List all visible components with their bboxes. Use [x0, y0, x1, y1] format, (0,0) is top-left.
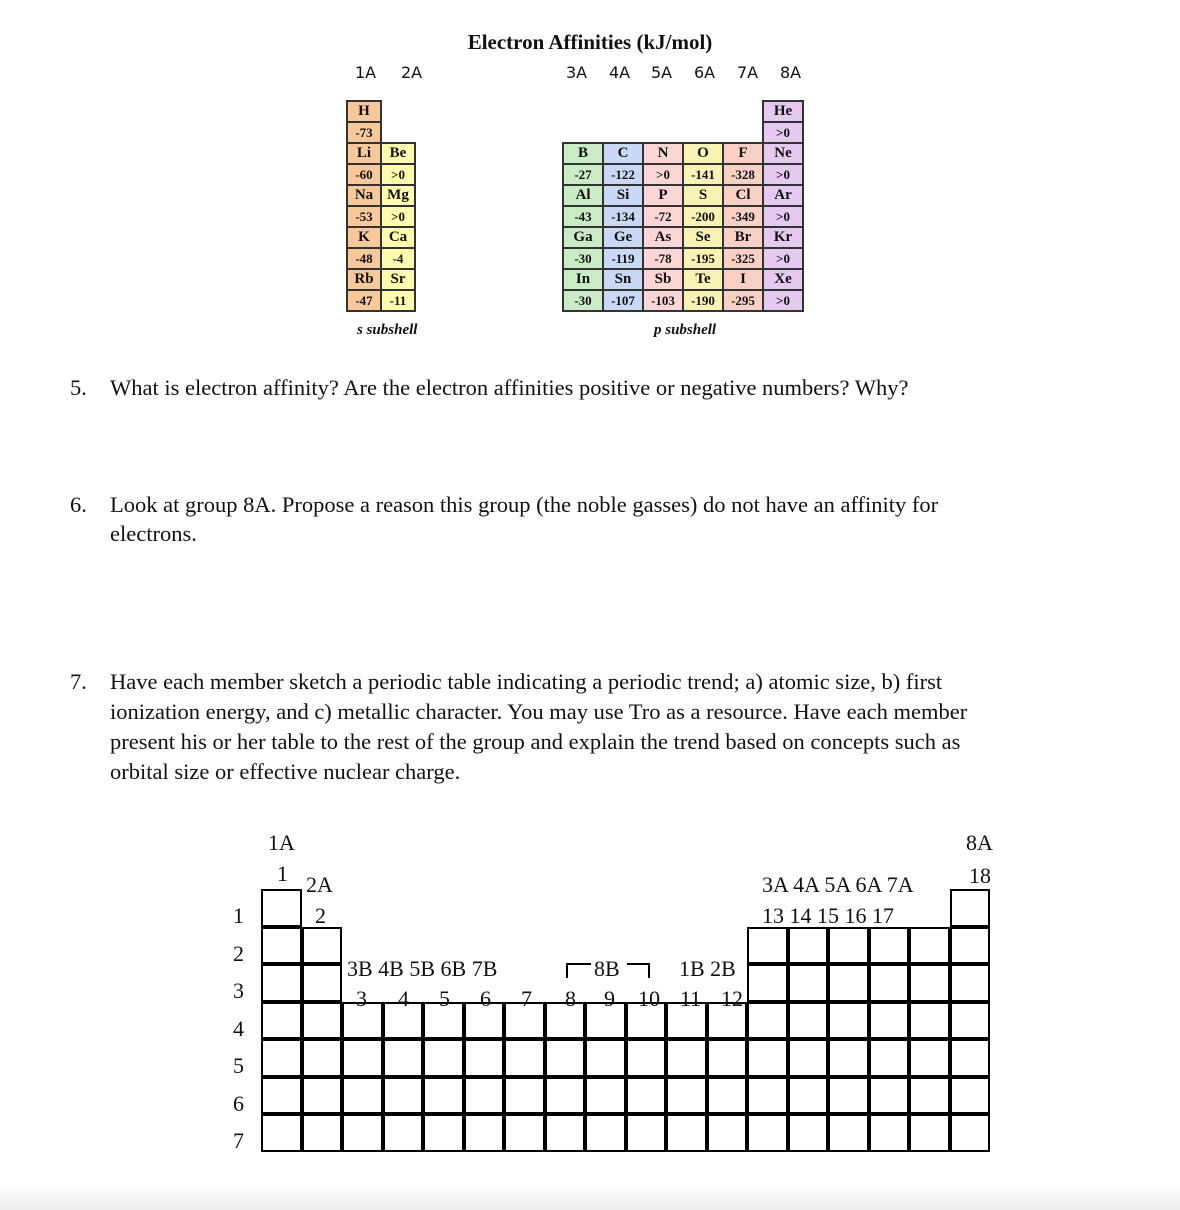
- element-affinity: >0: [763, 206, 803, 227]
- blank-cell: [626, 1039, 667, 1077]
- element-symbol: Al: [563, 185, 603, 206]
- blank-cell: [869, 927, 910, 965]
- blank-cell: [747, 927, 788, 965]
- element-affinity: -53: [347, 206, 381, 227]
- blank-cell: [828, 927, 869, 965]
- transition-group-number: 5: [439, 986, 450, 1011]
- element-affinity: -27: [563, 164, 603, 185]
- blank-cell: [788, 1039, 829, 1077]
- label-trans-groups-B: 3B 4B 5B 6B 7B: [347, 956, 498, 981]
- element-affinity: -190: [683, 290, 723, 311]
- element-symbol: Br: [723, 227, 763, 248]
- label-8A: 8A: [966, 830, 993, 855]
- blank-cell: [302, 1002, 343, 1040]
- element-symbol: S: [683, 185, 723, 206]
- element-symbol: N: [643, 143, 683, 164]
- element-affinity: -119: [603, 248, 643, 269]
- blank-cell: [464, 1114, 505, 1152]
- element-affinity: -295: [723, 290, 763, 311]
- empty-cell: [643, 101, 683, 122]
- question-number: 7.: [70, 669, 87, 694]
- empty-cell: [563, 122, 603, 143]
- blank-cell: [504, 1077, 545, 1115]
- blank-cell: [909, 1114, 950, 1152]
- period-number: 3: [233, 978, 244, 1003]
- question-text: ionization energy, and c) metallic character. You may use Tro as a resource. Have each member: [110, 699, 968, 724]
- label-18: 18: [969, 863, 991, 888]
- element-affinity: -107: [603, 290, 643, 311]
- element-affinity: -195: [683, 248, 723, 269]
- element-symbol: Cl: [723, 185, 763, 206]
- blank-cell: [950, 1039, 991, 1077]
- empty-cell: [563, 101, 603, 122]
- transition-group-number: 9: [604, 986, 615, 1011]
- transition-group-number: 10: [638, 986, 660, 1011]
- blank-cell: [909, 927, 950, 965]
- element-symbol: Ga: [563, 227, 603, 248]
- blank-cell: [869, 1039, 910, 1077]
- blank-cell: [666, 1039, 707, 1077]
- period-number: 4: [233, 1015, 244, 1041]
- blank-cell: [545, 1039, 586, 1077]
- blank-cell: [261, 1077, 302, 1115]
- empty-cell: [723, 122, 763, 143]
- transition-group-number: 4: [398, 986, 409, 1011]
- element-symbol: Te: [683, 269, 723, 290]
- label-1A: 1A: [268, 830, 295, 855]
- empty-cell: [603, 122, 643, 143]
- question-number: 6.: [70, 492, 87, 517]
- bracket-8B: [565, 960, 655, 980]
- empty-cell: [683, 122, 723, 143]
- element-symbol: As: [643, 227, 683, 248]
- blank-cell: [666, 1114, 707, 1152]
- blank-cell: [383, 1039, 424, 1077]
- question-text: present his or her table to the rest of the group and explain the trend based on concepts such as: [110, 729, 961, 754]
- transition-group-number: 8: [565, 986, 576, 1011]
- label-1: 1: [277, 861, 288, 886]
- label-2: 2: [315, 903, 326, 928]
- element-affinity: -72: [643, 206, 683, 227]
- element-affinity: -30: [563, 290, 603, 311]
- transition-group-number: 7: [521, 986, 532, 1011]
- label-8B: 8B: [594, 956, 620, 981]
- blank-cell: [585, 1114, 626, 1152]
- element-affinity: -30: [563, 248, 603, 269]
- label-2A: 2A: [306, 872, 333, 897]
- blank-cell: [909, 1039, 950, 1077]
- element-affinity: >0: [763, 248, 803, 269]
- question-number: 5.: [70, 375, 87, 400]
- blank-cell: [869, 1002, 910, 1040]
- element-symbol: F: [723, 143, 763, 164]
- question-text: What is electron affinity? Are the electron affinities positive or negative numbers? Why?: [110, 375, 909, 400]
- element-affinity: -60: [347, 164, 381, 185]
- blank-cell: [585, 1039, 626, 1077]
- bracket-left: [567, 964, 591, 978]
- blank-cell: [302, 1039, 343, 1077]
- element-symbol: Ge: [603, 227, 643, 248]
- blank-cell: [261, 964, 302, 1002]
- blank-cell: [869, 964, 910, 1002]
- blank-cell: [950, 1114, 991, 1152]
- element-symbol: Ca: [381, 227, 415, 248]
- empty-cell: [723, 101, 763, 122]
- blank-cell: [383, 1114, 424, 1152]
- blank-cell: [707, 1039, 748, 1077]
- s-block-table: [346, 100, 416, 312]
- blank-cell: [950, 1077, 991, 1115]
- blank-cell: [950, 1002, 991, 1040]
- blank-cell: [261, 927, 302, 965]
- blank-cell: [828, 1077, 869, 1115]
- group-label-2A: 2A: [401, 63, 423, 82]
- element-affinity: -78: [643, 248, 683, 269]
- element-affinity: >0: [381, 164, 415, 185]
- element-symbol: O: [683, 143, 723, 164]
- element-symbol: Si: [603, 185, 643, 206]
- element-affinity: >0: [763, 164, 803, 185]
- element-affinity: -349: [723, 206, 763, 227]
- blank-cell: [747, 1039, 788, 1077]
- element-affinity: -141: [683, 164, 723, 185]
- question-text: Have each member sketch a periodic table indicating a periodic trend; a) atomic size, b) first: [110, 669, 943, 694]
- element-affinity: >0: [763, 290, 803, 311]
- element-symbol: Sb: [643, 269, 683, 290]
- blank-cell: [707, 1114, 748, 1152]
- period-number: 1: [233, 903, 244, 928]
- element-symbol: Kr: [763, 227, 803, 248]
- empty-cell: [381, 122, 415, 143]
- element-symbol: C: [603, 143, 643, 164]
- blank-cell: [828, 1039, 869, 1077]
- period-number: 6: [233, 1090, 244, 1116]
- empty-cell: [643, 122, 683, 143]
- element-affinity: >0: [643, 164, 683, 185]
- blank-cell: [545, 1077, 586, 1115]
- blank-cell: [909, 1077, 950, 1115]
- element-affinity: -103: [643, 290, 683, 311]
- element-symbol: Rb: [347, 269, 381, 290]
- element-symbol: Mg: [381, 185, 415, 206]
- blank-cell: [464, 1077, 505, 1115]
- p-subshell-label: p subshell: [654, 322, 717, 338]
- element-symbol: K: [347, 227, 381, 248]
- blank-cell: [950, 964, 991, 1002]
- element-symbol: Sn: [603, 269, 643, 290]
- group-label-3A: 3A: [566, 63, 588, 82]
- period-number: 2: [233, 940, 244, 966]
- blank-cell: [464, 1039, 505, 1077]
- blank-cell: [302, 927, 343, 965]
- element-symbol: Li: [347, 143, 381, 164]
- blank-cell: [585, 1077, 626, 1115]
- element-affinity: -328: [723, 164, 763, 185]
- element-symbol: Be: [381, 143, 415, 164]
- question-text: electrons.: [110, 521, 197, 546]
- empty-cell: [603, 101, 643, 122]
- group-label-8A: 8A: [780, 63, 802, 82]
- element-affinity: -11: [381, 290, 415, 311]
- empty-cell: [683, 101, 723, 122]
- element-affinity: >0: [381, 206, 415, 227]
- transition-group-number: 6: [480, 986, 491, 1011]
- blank-cell: [950, 927, 991, 965]
- blank-cell: [666, 1077, 707, 1115]
- transition-group-number: 12: [721, 986, 743, 1011]
- blank-cell: [261, 889, 302, 927]
- element-symbol: Ne: [763, 143, 803, 164]
- element-affinity: >0: [763, 122, 803, 143]
- blank-cell: [869, 1114, 910, 1152]
- label-1B-2B: 1B 2B: [679, 956, 736, 981]
- element-symbol: He: [763, 101, 803, 122]
- period-number: 7: [233, 1128, 244, 1153]
- blank-cell: [383, 1077, 424, 1115]
- element-affinity: -134: [603, 206, 643, 227]
- element-symbol: Ar: [763, 185, 803, 206]
- element-affinity: -73: [347, 122, 381, 143]
- blank-cell: [545, 1114, 586, 1152]
- blank-cell: [302, 1114, 343, 1152]
- blank-cell: [747, 1114, 788, 1152]
- blank-cell: [909, 964, 950, 1002]
- element-affinity: -4: [381, 248, 415, 269]
- s-subshell-label: s subshell: [357, 322, 418, 338]
- page-bottom-shadow: [0, 1185, 1180, 1210]
- blank-cell: [342, 1114, 383, 1152]
- blank-cell: [423, 1077, 464, 1115]
- group-label-7A: 7A: [737, 63, 759, 82]
- label-main-groups-num: 13 14 15 16 17: [762, 903, 894, 928]
- blank-cell: [828, 1114, 869, 1152]
- blank-cell: [302, 964, 343, 1002]
- blank-cell: [788, 964, 829, 1002]
- blank-cell: [828, 964, 869, 1002]
- label-main-groups-A: 3A 4A 5A 6A 7A: [762, 872, 914, 897]
- empty-cell: [381, 101, 415, 122]
- blank-cell: [342, 1077, 383, 1115]
- blank-cell: [707, 1077, 748, 1115]
- element-symbol: Se: [683, 227, 723, 248]
- group-label-4A: 4A: [609, 63, 631, 82]
- blank-cell: [302, 1077, 343, 1115]
- element-affinity: -43: [563, 206, 603, 227]
- element-affinity: -325: [723, 248, 763, 269]
- blank-cell: [261, 1039, 302, 1077]
- question-text: orbital size or effective nuclear charge.: [110, 759, 461, 784]
- element-symbol: B: [563, 143, 603, 164]
- blank-cell: [626, 1077, 667, 1115]
- blank-cell: [747, 964, 788, 1002]
- p-block-table: [562, 100, 804, 312]
- element-symbol: Sr: [381, 269, 415, 290]
- element-symbol: P: [643, 185, 683, 206]
- element-symbol: Na: [347, 185, 381, 206]
- bracket-right: [627, 964, 649, 978]
- element-affinity: -122: [603, 164, 643, 185]
- element-symbol: H: [347, 101, 381, 122]
- blank-cell: [747, 1002, 788, 1040]
- element-symbol: In: [563, 269, 603, 290]
- transition-group-number: 3: [356, 986, 367, 1011]
- blank-cell: [869, 1077, 910, 1115]
- blank-cell: [504, 1114, 545, 1152]
- blank-cell: [423, 1114, 464, 1152]
- element-affinity: -200: [683, 206, 723, 227]
- element-affinity: -48: [347, 248, 381, 269]
- blank-cell: [626, 1114, 667, 1152]
- blank-cell: [261, 1114, 302, 1152]
- blank-cell: [261, 1002, 302, 1040]
- blank-cell: [504, 1039, 545, 1077]
- blank-cell: [788, 1114, 829, 1152]
- blank-cell: [950, 889, 991, 927]
- question-text: Look at group 8A. Propose a reason this group (the noble gasses) do not have an affinity for: [110, 492, 939, 517]
- blank-cell: [788, 1077, 829, 1115]
- blank-cell: [788, 1002, 829, 1040]
- chart-title: Electron Affinities (kJ/mol): [467, 30, 713, 54]
- blank-cell: [423, 1039, 464, 1077]
- element-affinity: -47: [347, 290, 381, 311]
- blank-cell: [788, 927, 829, 965]
- blank-cell: [342, 1039, 383, 1077]
- period-number: 5: [233, 1053, 244, 1078]
- group-label-6A: 6A: [694, 63, 716, 82]
- blank-cell: [909, 1002, 950, 1040]
- element-symbol: I: [723, 269, 763, 290]
- transition-group-number: 11: [680, 986, 702, 1011]
- blank-cell: [828, 1002, 869, 1040]
- group-label-1A: 1A: [355, 63, 377, 82]
- blank-cell: [747, 1077, 788, 1115]
- group-label-5A: 5A: [651, 63, 673, 82]
- element-symbol: Xe: [763, 269, 803, 290]
